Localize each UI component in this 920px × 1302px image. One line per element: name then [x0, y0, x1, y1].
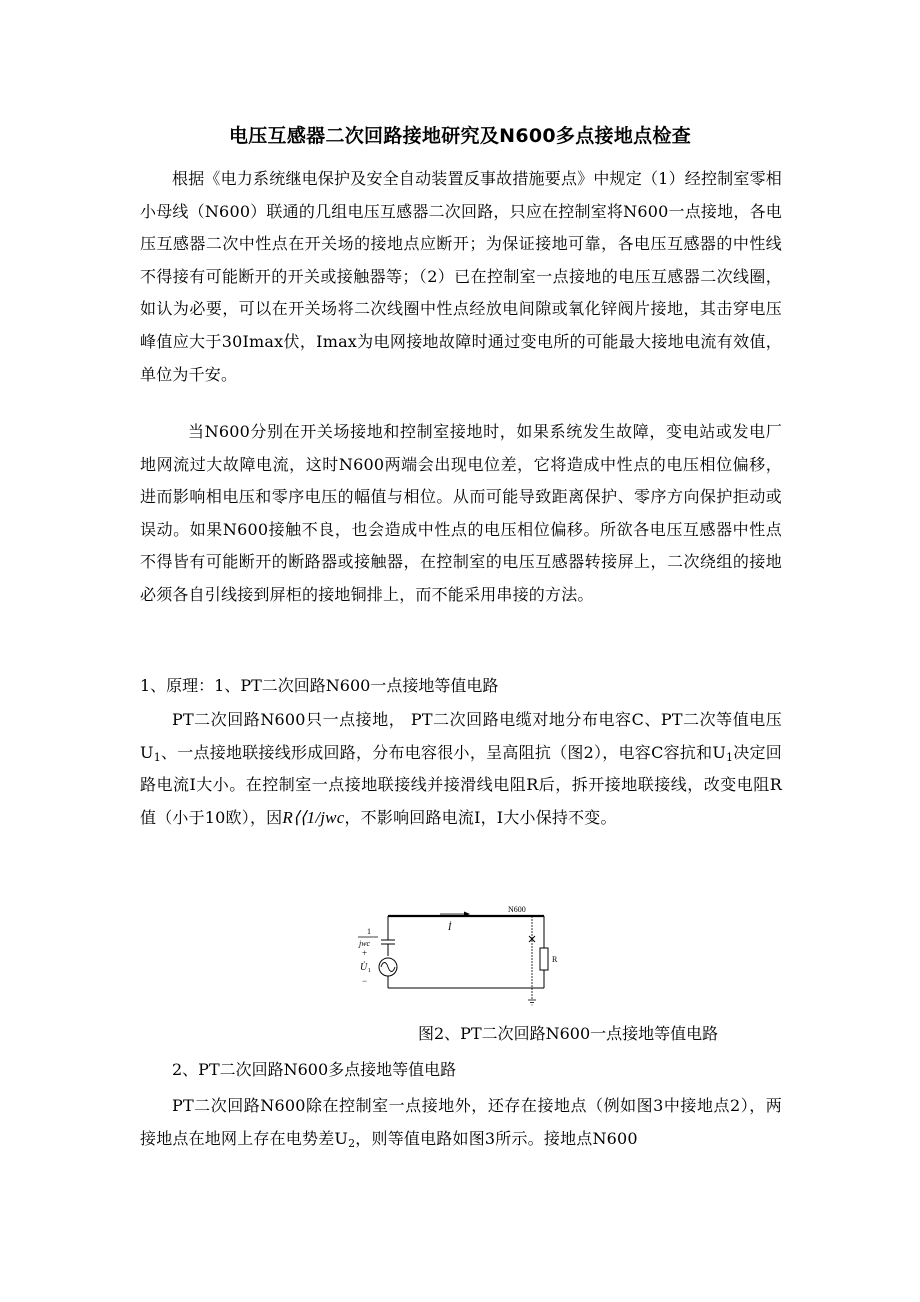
para3-text-c: 决定回路电流I大小。在控制室一点接地联接线并接滑线电阻R后，拆开接地联接线，改变电阻R值（小于10欧），因	[140, 742, 783, 827]
para4-text-a: PT二次回路N600除在控制室一点接地外，还存在接地点（例如图3中接地点2），两接地点在地网上存在电势差U	[140, 1096, 782, 1148]
figure-2-caption: 图2、PT二次回路N600一点接地等值电路	[418, 1024, 719, 1043]
impedance-formula: R⟨⟨1/jwc	[282, 807, 345, 827]
section-heading-1: 1、原理：1、PT二次回路N600一点接地等值电路	[140, 676, 499, 695]
n600-label: N600	[508, 905, 526, 914]
cap-label-denominator: jwc	[359, 939, 371, 948]
document-title: 电压互感器二次回路接地研究及N600多点接地点检查	[228, 125, 692, 147]
circuit-diagram-fig2	[352, 900, 572, 1012]
resistor-symbol	[540, 948, 548, 970]
para3-sub1: 1	[153, 750, 161, 764]
voltage-u-label: U̇	[360, 962, 368, 973]
voltage-u-subscript: 1	[368, 968, 371, 974]
para4-sub: 2	[348, 1136, 356, 1150]
paragraph-multi-ground	[140, 1090, 782, 1155]
section-heading-2: 2、PT二次回路N600多点接地等值电路	[172, 1060, 457, 1079]
ac-source-wave	[381, 963, 395, 972]
paragraph-n600-fault: 当N600分别在开关场接地和控制室接地时，如果系统发生故障，变电站或发电厂地网流过大故障电流，这时N600两端会出现电位差，它将造成中性点的电压相位偏移，进而影响相电压和零序电压的幅值与相位。从而可能导致距离保护、零序方向保护拒动或误动。如果N600接触不良，也会造成中性点的电压相位偏移。所欲各电压互感器中性点不得皆有可能断开的断路器或接触器，在控制室的电压互感器转接屏上，二次绕组的接地必须各自引线接到屏柜的接地铜排上，而不能采用串接的方法。	[140, 422, 782, 604]
para3-text-b: 、一点接地联接线形成回路，分布电容很小，呈高阻抗（图2），电容C容抗和U	[160, 742, 727, 762]
para3-text-a: PT二次回路N600只一点接地， PT二次回路电缆对地分布电容C、PT二次等值电压U	[140, 710, 782, 762]
paragraph-single-ground	[140, 704, 782, 834]
current-label: İ	[448, 922, 452, 933]
paragraph-regulation: 根据《电力系统继电保护及安全自动装置反事故措施要点》中规定（1）经控制室零相小母线（N600）联通的几组电压互感器二次回路，只应在控制室将N600一点接地，各电压互感器二次中性点在开关场的接地点应断开；为保证接地可靠，各电压互感器的中性线不得接有可能断开的开关或接触器等；（2）已在控制室一点接地的电压互感器二次线圈，如认为必要，可以在开关场将二次线圈中性点经放电间隙或氧化锌阀片接地，其击穿电压峰值应大于30Imax伏，Imax为电网接地故障时通过变电所的可能最大接地电流有效值，单位为千安。	[140, 169, 782, 384]
para4-text-b: ，则等值电路如图3所示。接地点N600	[355, 1128, 638, 1148]
voltage-plus-sign: +	[362, 948, 368, 958]
para3-text-d: ，不影响回路电流I，I大小保持不变。	[344, 807, 617, 827]
resistor-label: R	[552, 955, 558, 964]
para3-sub2: 1	[726, 750, 734, 764]
cap-label-numerator: 1	[367, 927, 371, 936]
voltage-minus-sign: −	[362, 976, 368, 986]
